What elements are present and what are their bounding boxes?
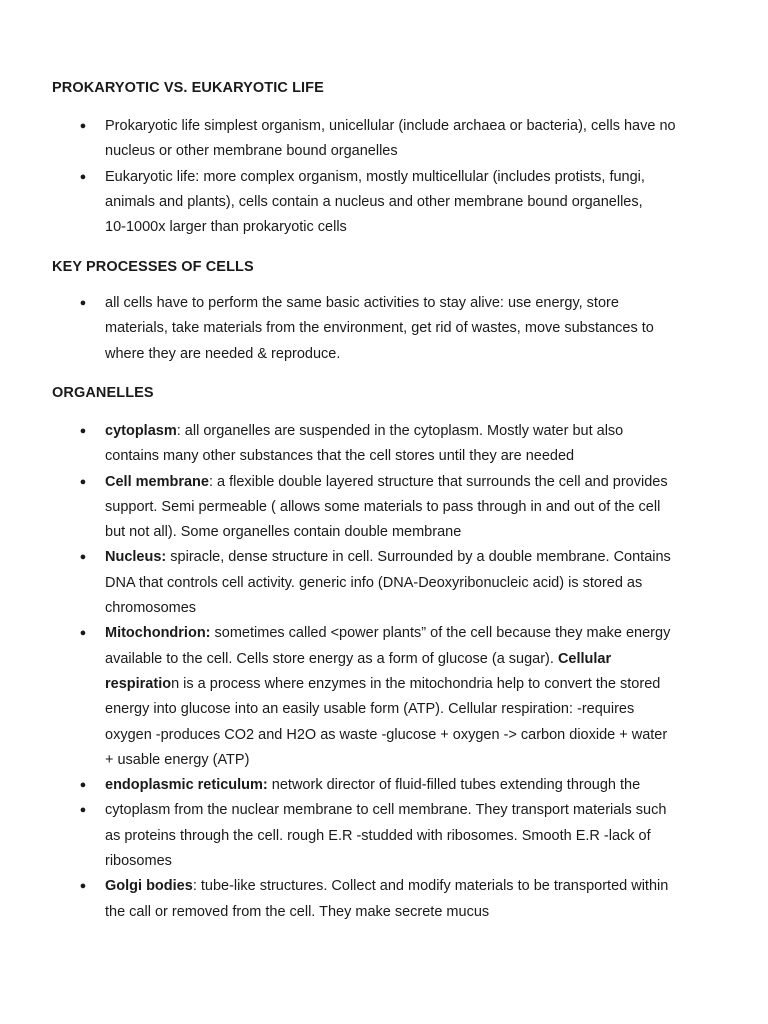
text-line <box>105 621 720 646</box>
text-run: + usable energy (ATP) <box>105 751 250 768</box>
list-item <box>0 291 720 367</box>
bullet-icon: ● <box>79 475 87 488</box>
list-item <box>0 874 720 925</box>
text-line <box>105 215 720 240</box>
text-line <box>105 342 720 367</box>
list-item <box>0 798 720 874</box>
text-run: cytoplasm from the nuclear membrane to cell membrane. They transport materials such <box>105 802 667 819</box>
list-item <box>0 773 720 798</box>
text-run: as proteins through the cell. rough E.R -studded with ribosomes. Smooth E.R -lack of <box>105 827 651 844</box>
text-line <box>105 545 720 570</box>
text-run: animals and plants), cells contain a nucleus and other membrane bound organelles, <box>105 193 643 210</box>
bullet-icon: ● <box>79 425 87 437</box>
text-line <box>105 697 720 722</box>
list-item <box>0 165 720 241</box>
text-run: 10-1000x larger than prokaryotic cells <box>105 219 347 236</box>
text-line <box>105 444 720 469</box>
bullet-icon: ● <box>79 297 87 309</box>
text-line <box>105 900 720 925</box>
text-run: all cells have to perform the same basic activities to stay alive: use energy, store <box>105 295 619 311</box>
bold-term: Golgi bodies <box>105 878 193 895</box>
text-line <box>105 190 720 215</box>
text-run: network director of fluid-filled tubes extending through the <box>267 777 641 794</box>
bullet-icon: ● <box>79 779 87 792</box>
text-run: sometimes called <power plants” of the cell because they make energy <box>210 625 671 642</box>
text-line <box>105 419 720 444</box>
list-item <box>0 621 720 773</box>
bullet-icon: ● <box>79 120 87 132</box>
text-run: energy into glucose into an easily usable form (ATP). Cellular respiration: -requires <box>105 701 635 718</box>
text-run: available to the cell. Cells store energy as a form of glucose (a sugar). <box>105 650 558 667</box>
text-run: but not all). Some organelles contain double membrane <box>105 524 462 541</box>
text-run: DNA that controls cell activity. generic info (DNA-Deoxyribonucleic acid) is stored as <box>105 574 643 591</box>
text-run: contains many other substances that the cell stores until they are needed <box>105 448 575 465</box>
text-line <box>105 672 720 697</box>
text-line <box>105 571 720 596</box>
bullet-icon: ● <box>79 804 87 817</box>
bullet-icon: ● <box>79 170 87 183</box>
bold-term: endoplasmic reticulum: <box>105 777 268 794</box>
text-line <box>105 748 720 773</box>
text-run: oxygen -produces CO2 and H2O as waste -glucose + oxygen -> carbon dioxide + water <box>105 726 668 743</box>
text-run: support. Semi permeable ( allows some materials to pass through in and out of the cell <box>105 498 661 515</box>
text-line <box>105 824 720 849</box>
text-line <box>105 874 720 899</box>
list-item <box>0 419 720 470</box>
text-run: : a flexible double layered structure that surrounds the cell and provides <box>208 473 668 490</box>
text-run: chromosomes <box>105 600 197 617</box>
bullet-list-key-processes <box>0 291 768 367</box>
text-line <box>105 723 720 748</box>
bullet-icon: ● <box>79 551 87 564</box>
text-run: where they are needed & reproduce. <box>105 345 341 362</box>
text-run: n is a process where enzymes in the mitochondria help to convert the stored <box>171 675 661 692</box>
text-line <box>105 165 720 190</box>
bullet-list-prokaryotic <box>0 114 768 240</box>
text-line <box>105 596 720 621</box>
text-run: spiracle, dense structure in cell. Surrounded by a double membrane. Contains <box>166 549 671 566</box>
text-line <box>105 291 720 316</box>
text-run: : all organelles are suspended in the cytoplasm. Mostly water but also <box>176 423 624 439</box>
text-run: Prokaryotic life simplest organism, unicellular (include archaea or bacteria), cells have no <box>105 118 676 134</box>
text-run: Eukaryotic life: more complex organism, mostly multicellular (includes protists, fungi, <box>105 168 645 185</box>
text-run: the call or removed from the cell. They make secrete mucus <box>105 903 490 920</box>
text-line <box>105 647 720 672</box>
bullet-list-organelles <box>0 419 768 925</box>
list-item <box>0 114 720 165</box>
text-run: : tube-like structures. Collect and modify materials to be transported within <box>192 878 669 895</box>
text-line <box>105 470 720 495</box>
list-item <box>0 545 720 621</box>
text-line <box>105 849 720 874</box>
section-heading-prokaryotic: PROKARYOTIC VS. EUKARYOTIC LIFE <box>52 80 324 96</box>
bullet-icon: ● <box>79 880 87 893</box>
bold-term: Nucleus: <box>105 549 167 566</box>
text-run: nucleus or other membrane bound organelles <box>105 143 398 160</box>
section-heading-key-processes: KEY PROCESSES OF CELLS <box>52 259 254 275</box>
text-run: materials, take materials from the environment, get rid of wastes, move substances to <box>105 320 654 337</box>
text-line <box>105 139 720 164</box>
bullet-icon: ● <box>79 627 87 640</box>
text-line <box>105 773 720 798</box>
text-line <box>105 520 720 545</box>
bold-term: Cell membrane <box>105 473 209 490</box>
bold-term: cytoplasm <box>105 423 177 439</box>
text-run: ribosomes <box>105 853 172 870</box>
section-heading-organelles: ORGANELLES <box>52 385 154 401</box>
bold-term: respiratio <box>105 675 172 692</box>
list-item <box>0 470 720 546</box>
bold-term: Mitochondrion: <box>105 625 211 642</box>
text-line <box>105 798 720 823</box>
text-line <box>105 114 720 139</box>
bold-term: Cellular <box>557 650 612 667</box>
text-line <box>105 495 720 520</box>
text-line <box>105 316 720 341</box>
